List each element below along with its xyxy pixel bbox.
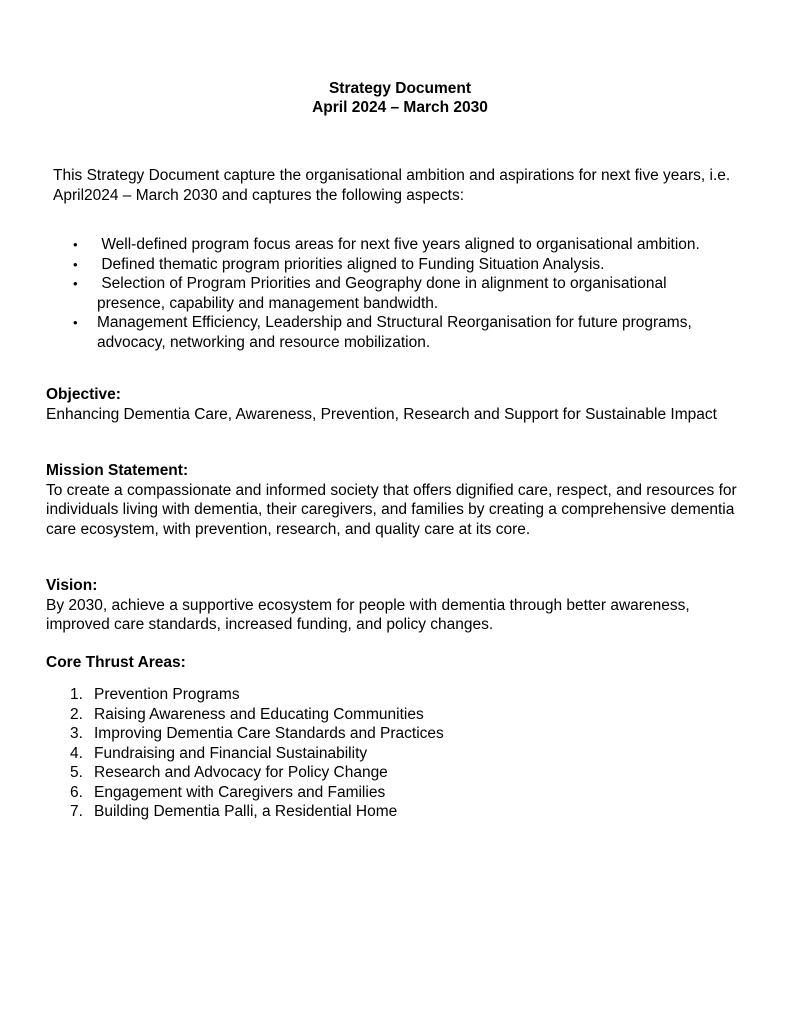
aspects-list bbox=[73, 235, 723, 352]
list-number: 2. bbox=[70, 705, 83, 723]
list-number: 7. bbox=[70, 803, 83, 820]
list-item: • Selection of Program Priorities and Geography done in alignment to organisational presence, capability and management bandwidth. bbox=[73, 275, 671, 312]
bullet-icon: • bbox=[73, 237, 78, 252]
objective-text: Enhancing Dementia Care, Awareness, Prevention, Research and Support for Sustainable Impact bbox=[46, 405, 717, 423]
objective-section bbox=[46, 385, 756, 424]
list-item: 4. Fundraising and Financial Sustainability bbox=[70, 744, 368, 762]
document-title: Strategy Document bbox=[328, 80, 472, 97]
list-item: 2. Raising Awareness and Educating Communities bbox=[70, 705, 424, 723]
list-number: 6. bbox=[70, 783, 83, 801]
list-number: 5. bbox=[70, 764, 83, 781]
list-item: 1. Prevention Programs bbox=[70, 686, 240, 703]
objective-heading: Objective: bbox=[46, 386, 121, 403]
list-item: 3. Improving Dementia Care Standards and Practices bbox=[70, 725, 444, 742]
core-thrust-section bbox=[46, 653, 756, 673]
mission-section bbox=[46, 461, 756, 539]
list-item: 5. Research and Advocacy for Policy Change bbox=[70, 764, 388, 781]
list-item: • Management Efficiency, Leadership and Structural Reorganisation for future programs, advocacy, networking and resource mobilization. bbox=[73, 314, 697, 351]
core-thrust-heading: Core Thrust Areas: bbox=[46, 654, 186, 671]
vision-text: By 2030, achieve a supportive ecosystem for people with dementia through better awareness, improved care standards, increased funding, and policy changes. bbox=[46, 596, 690, 633]
bullet-icon: • bbox=[73, 256, 78, 272]
list-item: • Well-defined program focus areas for next five years aligned to organisational ambition. bbox=[73, 236, 700, 253]
mission-heading: Mission Statement: bbox=[46, 462, 189, 479]
core-thrust-list bbox=[70, 685, 444, 822]
list-number: 3. bbox=[70, 725, 83, 742]
intro-paragraph: This Strategy Document capture the organisational ambition and aspirations for next five years, i.e. April2024 – March 2030 and captures the following aspects: bbox=[53, 167, 731, 204]
vision-heading: Vision: bbox=[46, 577, 98, 594]
document-period: April 2024 – March 2030 bbox=[312, 99, 488, 116]
list-item: • Defined thematic program priorities aligned to Funding Situation Analysis. bbox=[73, 255, 605, 273]
vision-section bbox=[46, 576, 756, 635]
bullet-icon: • bbox=[73, 276, 78, 291]
list-number: 1. bbox=[70, 686, 83, 703]
bullet-icon: • bbox=[73, 315, 78, 330]
list-item: 7. Building Dementia Palli, a Residential Home bbox=[70, 803, 398, 820]
list-number: 4. bbox=[70, 744, 83, 762]
document-title-block bbox=[0, 79, 791, 117]
list-item: 6. Engagement with Caregivers and Families bbox=[70, 783, 386, 801]
mission-text: To create a compassionate and informed society that offers dignified care, respect, and resources for individuals living with dementia, their caregivers, and families by creating a comprehensive dementia care ecosystem, with prevention, research, and quality care at its core. bbox=[46, 481, 737, 538]
